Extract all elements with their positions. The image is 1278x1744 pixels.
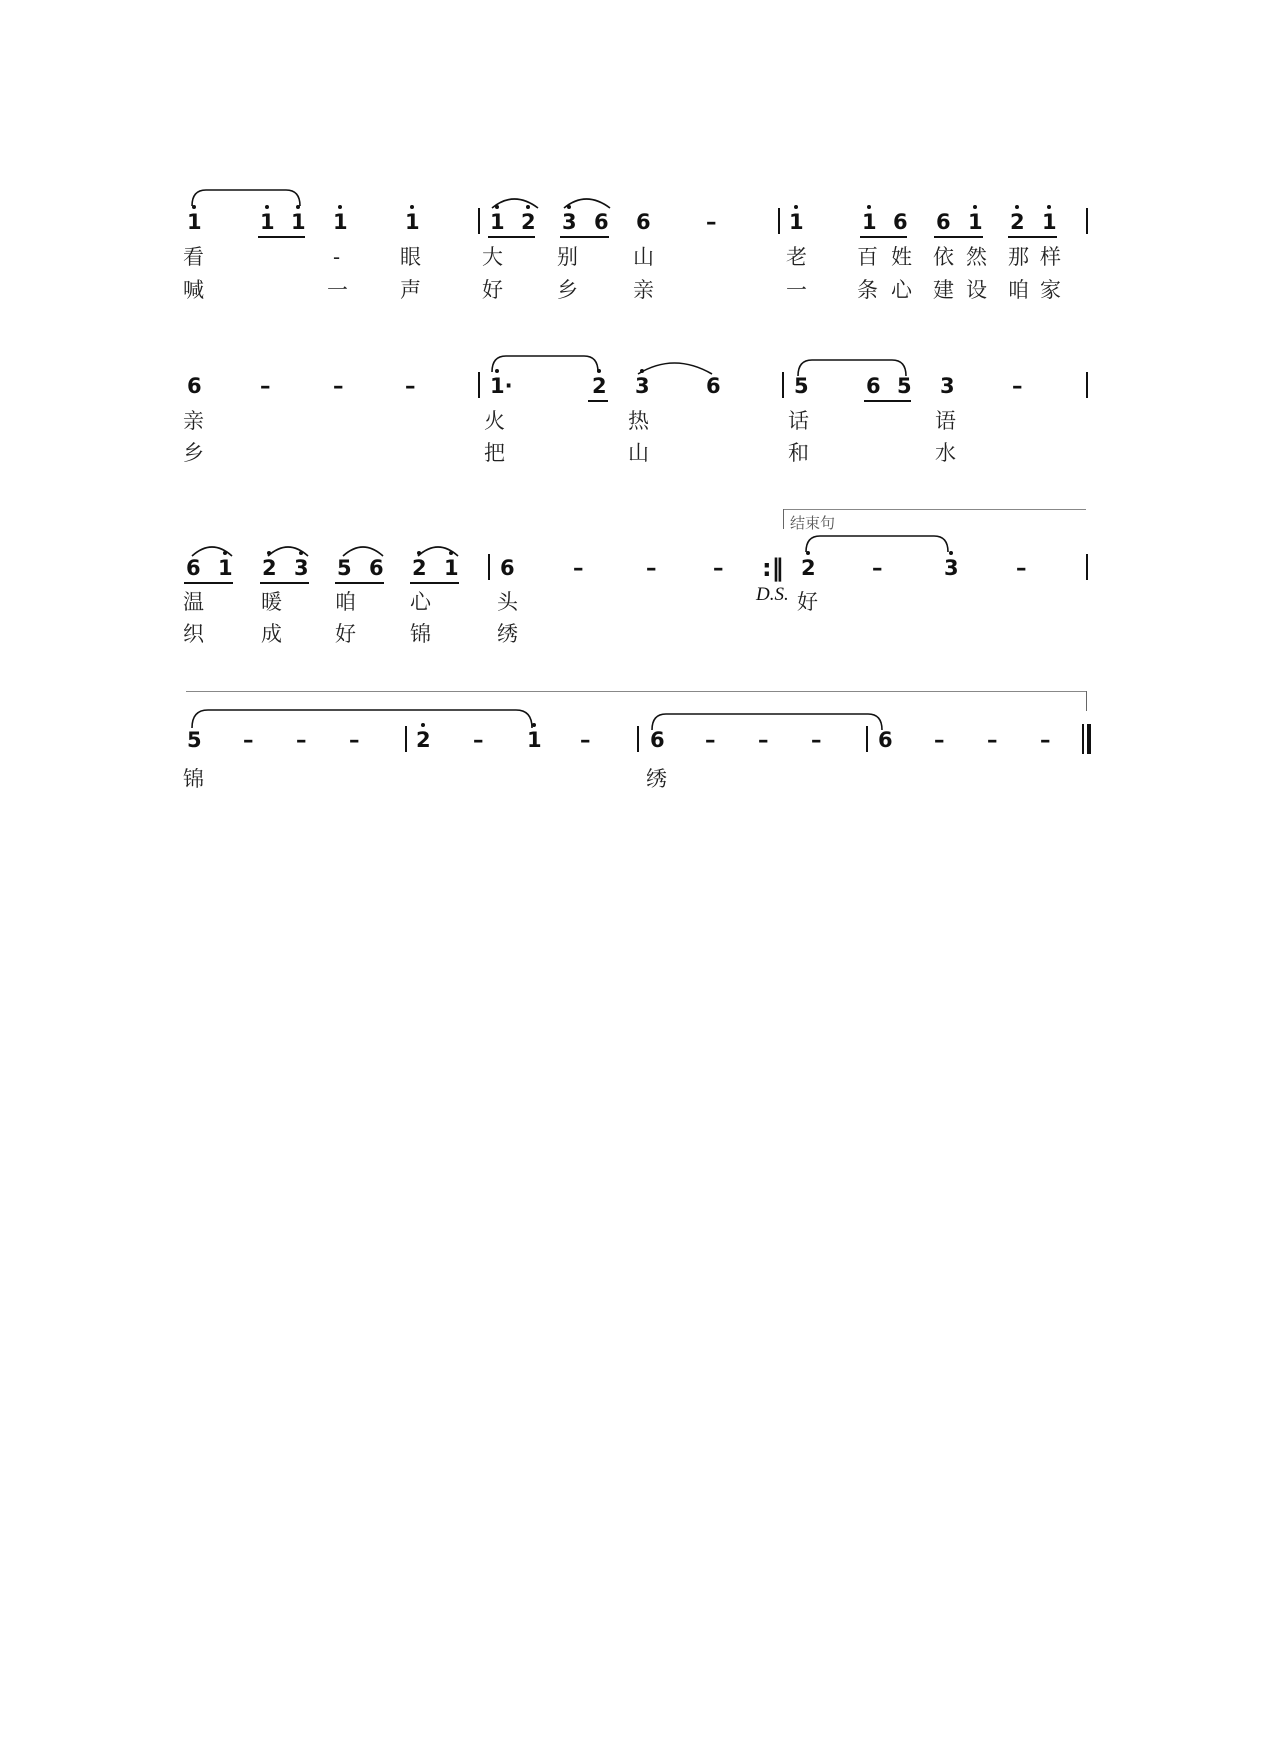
dash: – xyxy=(1012,374,1023,398)
lyric: 老 xyxy=(786,245,807,269)
note: 1 xyxy=(527,728,542,752)
lyric: 话 xyxy=(788,409,809,433)
note: 2 xyxy=(801,556,816,580)
high-octave-dot xyxy=(421,723,425,727)
high-octave-dot xyxy=(265,205,269,209)
note: 3 xyxy=(635,374,650,398)
repeat-end-barline: :‖ xyxy=(762,554,784,582)
high-octave-dot xyxy=(794,205,798,209)
note: 1 xyxy=(218,556,233,580)
note: 2 xyxy=(412,556,427,580)
note: 6 xyxy=(650,728,665,752)
eighth-underline xyxy=(258,236,305,238)
lyric: 锦 xyxy=(183,767,204,791)
lyric: 好 xyxy=(335,622,356,646)
dash: – xyxy=(296,728,307,752)
eighth-underline xyxy=(335,582,384,584)
lyric: 大 xyxy=(482,245,503,269)
high-octave-dot xyxy=(806,551,810,555)
slur xyxy=(490,350,600,374)
lyric: 绣 xyxy=(497,622,518,646)
dash: – xyxy=(713,556,724,580)
high-octave-dot xyxy=(973,205,977,209)
lyric: 咱 xyxy=(1008,278,1029,302)
lyric: 百 xyxy=(857,245,878,269)
barline xyxy=(1086,208,1088,234)
note: 2 xyxy=(1010,210,1025,234)
dash: – xyxy=(1040,728,1051,752)
note: 6 xyxy=(369,556,384,580)
high-octave-dot xyxy=(1015,205,1019,209)
eighth-underline xyxy=(934,236,983,238)
high-octave-dot xyxy=(867,205,871,209)
note: 5 xyxy=(337,556,352,580)
note: 1 xyxy=(444,556,459,580)
lyric: 头 xyxy=(497,590,518,614)
lyric: 咱 xyxy=(335,590,356,614)
lyric: 暖 xyxy=(261,590,282,614)
note: 6 xyxy=(936,210,951,234)
high-octave-dot xyxy=(1047,205,1051,209)
lyric: 山 xyxy=(633,245,654,269)
lyric: 那 xyxy=(1008,245,1029,269)
barline xyxy=(405,726,407,752)
lyric: 绣 xyxy=(646,767,667,791)
high-octave-dot xyxy=(267,551,271,555)
high-octave-dot xyxy=(449,551,453,555)
dash: – xyxy=(758,728,769,752)
high-octave-dot xyxy=(495,205,499,209)
note: 3 xyxy=(940,374,955,398)
eighth-underline xyxy=(864,400,911,402)
dash: – xyxy=(934,728,945,752)
eighth-underline xyxy=(184,582,233,584)
lyric: 别 xyxy=(557,245,578,269)
barline xyxy=(782,372,784,398)
note: 6 xyxy=(594,210,609,234)
lyric: 和 xyxy=(788,441,809,465)
dash: – xyxy=(333,374,344,398)
lyric: 锦 xyxy=(410,622,431,646)
note: 6 xyxy=(878,728,893,752)
eighth-underline xyxy=(560,236,609,238)
note: 6 xyxy=(636,210,651,234)
barline xyxy=(478,372,480,398)
lyric: 织 xyxy=(183,622,204,646)
lyric: 看 xyxy=(183,245,204,269)
lyric: 把 xyxy=(484,441,505,465)
barline xyxy=(1086,554,1088,580)
lyric: 喊 xyxy=(183,278,204,302)
lyric: 热 xyxy=(628,409,649,433)
note: 1 xyxy=(405,210,420,234)
lyric: 心 xyxy=(891,278,912,302)
note: 2 xyxy=(416,728,431,752)
note: 1 xyxy=(1042,210,1057,234)
dash: – xyxy=(811,728,822,752)
note: 6 xyxy=(866,374,881,398)
note: 1 xyxy=(789,210,804,234)
eighth-underline xyxy=(410,582,459,584)
note: 6 xyxy=(893,210,908,234)
eighth-underline xyxy=(488,236,535,238)
lyric: 样 xyxy=(1040,245,1061,269)
high-octave-dot xyxy=(597,369,601,373)
lyric: 山 xyxy=(628,441,649,465)
eighth-underline xyxy=(860,236,907,238)
lyric: 姓 xyxy=(891,245,912,269)
lyric: 然 xyxy=(966,245,987,269)
ending-bracket xyxy=(186,691,1086,692)
note: 1 xyxy=(862,210,877,234)
barline xyxy=(1086,372,1088,398)
high-octave-dot xyxy=(410,205,414,209)
note: 3 xyxy=(294,556,309,580)
dash: – xyxy=(580,728,591,752)
lyric: 亲 xyxy=(183,409,204,433)
note: 5 xyxy=(794,374,809,398)
note: 1 xyxy=(968,210,983,234)
high-octave-dot xyxy=(949,551,953,555)
note: 3 xyxy=(944,556,959,580)
high-octave-dot xyxy=(296,205,300,209)
note: 6 xyxy=(500,556,515,580)
lyric: - xyxy=(333,245,341,269)
note: 1 xyxy=(260,210,275,234)
high-octave-dot xyxy=(640,369,644,373)
note: 1 xyxy=(490,210,505,234)
lyric: 依 xyxy=(933,245,954,269)
lyric: 心 xyxy=(410,590,431,614)
eighth-underline xyxy=(1008,236,1057,238)
note: 3 xyxy=(562,210,577,234)
high-octave-dot xyxy=(417,551,421,555)
note: 1· xyxy=(490,374,513,398)
lyric: 眼 xyxy=(400,245,421,269)
lyric: 语 xyxy=(935,409,956,433)
slur xyxy=(796,356,908,378)
barline xyxy=(637,726,639,752)
high-octave-dot xyxy=(299,551,303,555)
final-barline-thin xyxy=(1082,724,1084,754)
lyric: 火 xyxy=(484,409,505,433)
lyric: 温 xyxy=(183,590,204,614)
note: 6 xyxy=(186,556,201,580)
ds-marking: D.S. xyxy=(756,584,789,605)
dash: – xyxy=(706,210,717,234)
note: 6 xyxy=(187,374,202,398)
ending-bracket xyxy=(783,509,1086,510)
dash: – xyxy=(705,728,716,752)
note: 2 xyxy=(592,374,607,398)
high-octave-dot xyxy=(223,551,227,555)
lyric: 一 xyxy=(786,278,807,302)
note: 6 xyxy=(706,374,721,398)
note: 5 xyxy=(897,374,912,398)
slur xyxy=(190,186,302,208)
lyric: 乡 xyxy=(557,278,578,302)
lyric: 条 xyxy=(857,278,878,302)
high-octave-dot xyxy=(338,205,342,209)
high-octave-dot xyxy=(192,205,196,209)
eighth-underline xyxy=(588,400,608,402)
dash: – xyxy=(243,728,254,752)
dash: – xyxy=(260,374,271,398)
lyric: 一 xyxy=(327,278,348,302)
note: 1 xyxy=(291,210,306,234)
note: 5 xyxy=(187,728,202,752)
dash: – xyxy=(646,556,657,580)
lyric: 亲 xyxy=(633,278,654,302)
ending-bracket-tick xyxy=(783,509,784,529)
eighth-underline xyxy=(260,582,309,584)
lyric: 设 xyxy=(966,278,987,302)
dash: – xyxy=(987,728,998,752)
barline xyxy=(866,726,868,752)
barline xyxy=(478,208,480,234)
high-octave-dot xyxy=(532,723,536,727)
note: 1 xyxy=(187,210,202,234)
slur xyxy=(804,532,950,554)
lyric: 建 xyxy=(933,278,954,302)
final-barline-thick xyxy=(1087,724,1091,754)
dash: – xyxy=(573,556,584,580)
dash: – xyxy=(473,728,484,752)
dash: – xyxy=(405,374,416,398)
lyric: 水 xyxy=(935,441,956,465)
barline xyxy=(488,554,490,580)
barline xyxy=(778,208,780,234)
note: 2 xyxy=(521,210,536,234)
note: 2 xyxy=(262,556,277,580)
dash: – xyxy=(872,556,883,580)
lyric: 乡 xyxy=(183,441,204,465)
note: 1 xyxy=(333,210,348,234)
lyric: 好 xyxy=(482,278,503,302)
slur xyxy=(636,356,714,376)
high-octave-dot xyxy=(526,205,530,209)
slur xyxy=(190,704,534,730)
lyric: 声 xyxy=(400,278,421,302)
high-octave-dot xyxy=(567,205,571,209)
lyric: 好 xyxy=(797,590,818,614)
lyric: 成 xyxy=(261,622,282,646)
dash: – xyxy=(349,728,360,752)
dash: – xyxy=(1016,556,1027,580)
high-octave-dot xyxy=(495,369,499,373)
lyric: 家 xyxy=(1040,278,1061,302)
ending-label: 结束句 xyxy=(790,514,836,532)
ending-bracket-tick xyxy=(1086,691,1087,711)
